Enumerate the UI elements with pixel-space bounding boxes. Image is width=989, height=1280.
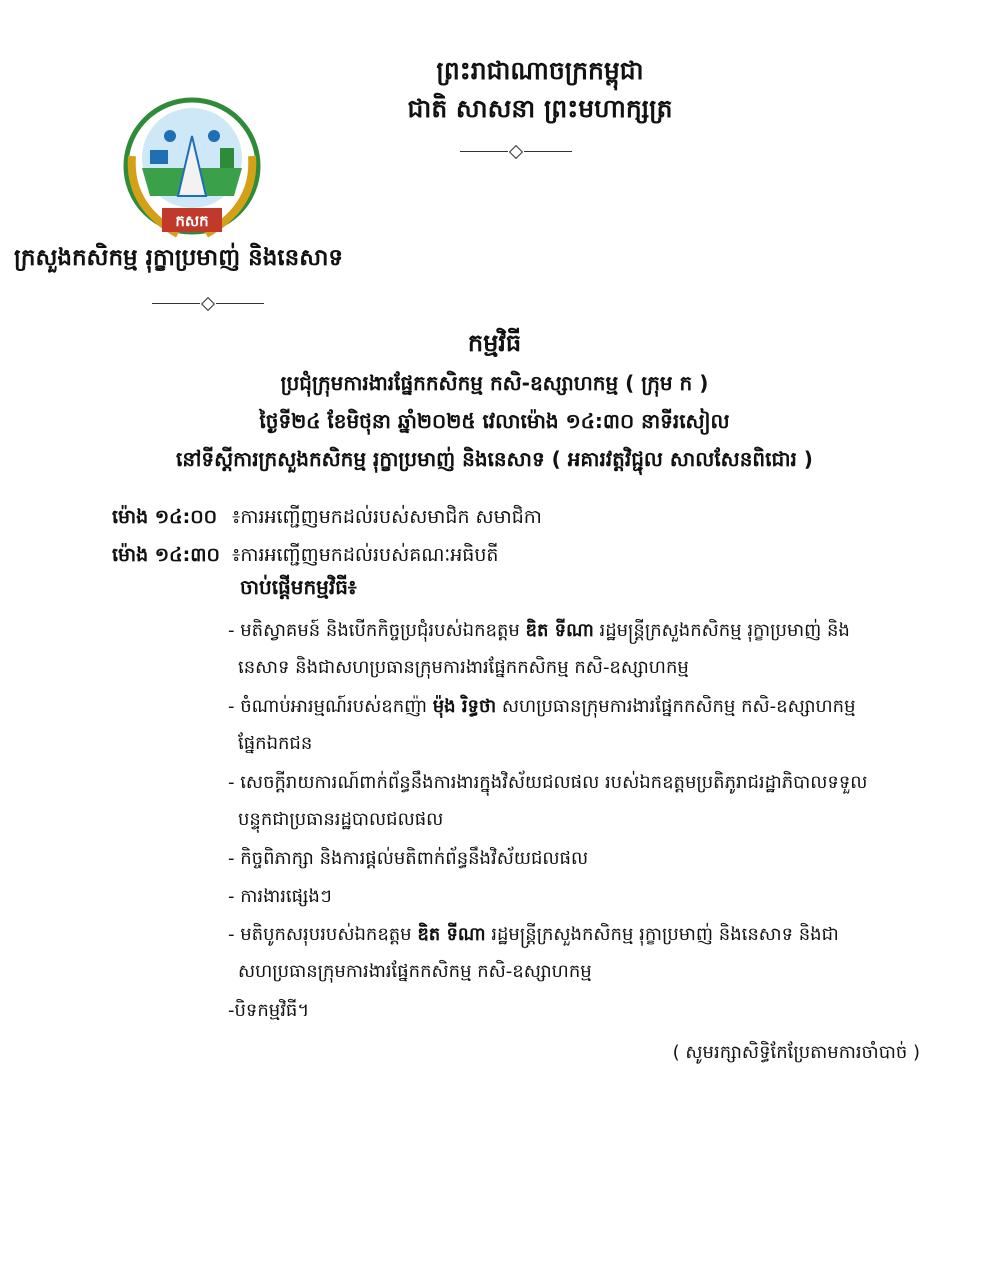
header-ornament — [460, 146, 572, 158]
ministry-emblem-icon — [118, 96, 266, 242]
agenda-item: -បិទកម្មវិធី។ — [228, 1000, 310, 1021]
schedule-text: ៖ការអញ្ជើញមកដល់របស់សមាជិក សមាជិកា — [232, 506, 542, 528]
ministry-name: ក្រសួងកសិកម្ម រុក្ខាប្រមាញ់ និងនេសាទ — [14, 245, 344, 271]
agenda-item: - សេចក្តីរាយការណ៍ពាក់ព័ន្ធនឹងការងារក្នុងវិស័យជលផល របស់ឯកឧត្តមប្រតិភូរាជរដ្ឋាភិបាលទទួល បន្ទុកជាប្រធានរដ្ឋបាលជលផល — [228, 772, 868, 830]
agenda-item: - ការងារផ្សេងៗ — [228, 886, 332, 907]
kingdom-title: ព្រះរាជាណាចក្រកម្ពុជា — [436, 56, 644, 85]
emblem-text: កសក — [175, 212, 209, 230]
agenda-item: - ចំណាប់អារម្មណ៍របស់ឧកញ៉ា ម៉ុង រិទ្ធថា សហប្រធានក្រុមការងារផ្នែកកសិកម្ម កសិ-ឧស្សាហកម្ម ផ្នែកឯកជន — [228, 696, 856, 754]
footer-note: ( សូមរក្សាសិទ្ធិកែប្រែតាមការចាំបាច់ ) — [672, 1042, 920, 1063]
agenda-item: - មតិបូកសរុបរបស់ឯកឧត្តម ឌិត ទីណា រដ្ឋមន្ត្រីក្រសួងកសិកម្ម រុក្ខាប្រមាញ់ និងនេសាទ និងជា សហប្រធានក្រុមការងារផ្នែកកសិកម្ម កសិ-ឧស្សាហកម្ម — [228, 924, 839, 982]
meeting-location: នៅទីស្តីការក្រសួងកសិកម្ម រុក្ខាប្រមាញ់ និងនេសាទ ( អគារវត្តវិជ្ជុល សាលសែនពិជោរ ) — [176, 447, 813, 471]
schedule-time: ម៉ោង ១៤:០០ — [112, 506, 218, 528]
agenda-item: - មតិស្វាគមន៍ និងបើកកិច្ចប្រជុំរបស់ឯកឧត្តម ឌិត ទីណា រដ្ឋមន្ត្រីក្រសួងកសិកម្ម រុក្ខាប្រមាញ់ និង នេសាទ និងជាសហប្រធានក្រុមការងារផ្នែកកសិកម្ម កសិ-ឧស្សាហកម្ម — [228, 620, 850, 678]
national-motto: ជាតិ សាសនា ព្រះមហាក្សត្រ — [407, 94, 673, 123]
ministry-ornament — [152, 298, 264, 310]
program-title: កម្មវិធី — [467, 329, 522, 357]
schedule-text: ៖ការអញ្ជើញមកដល់របស់គណៈអធិបតី — [232, 544, 499, 566]
schedule-time: ម៉ោង ១៤:៣០ — [112, 544, 220, 566]
agenda-item: - កិច្ចពិភាក្សា និងការផ្តល់មតិពាក់ព័ន្ធនឹងវិស័យជលផល — [228, 848, 589, 869]
program-start-label: ចាប់ផ្តើមកម្មវិធី៖ — [240, 575, 357, 599]
meeting-title: ប្រជុំក្រុមការងារផ្នែកកសិកម្ម កសិ-ឧស្សាហកម្ម ( ក្រុម ក ) — [280, 371, 709, 395]
meeting-date: ថ្ងៃទី២៤ ខែមិថុនា ឆ្នាំ២០២៥ វេលាម៉ោង ១៤:៣០ នាទីរសៀល — [259, 409, 730, 433]
